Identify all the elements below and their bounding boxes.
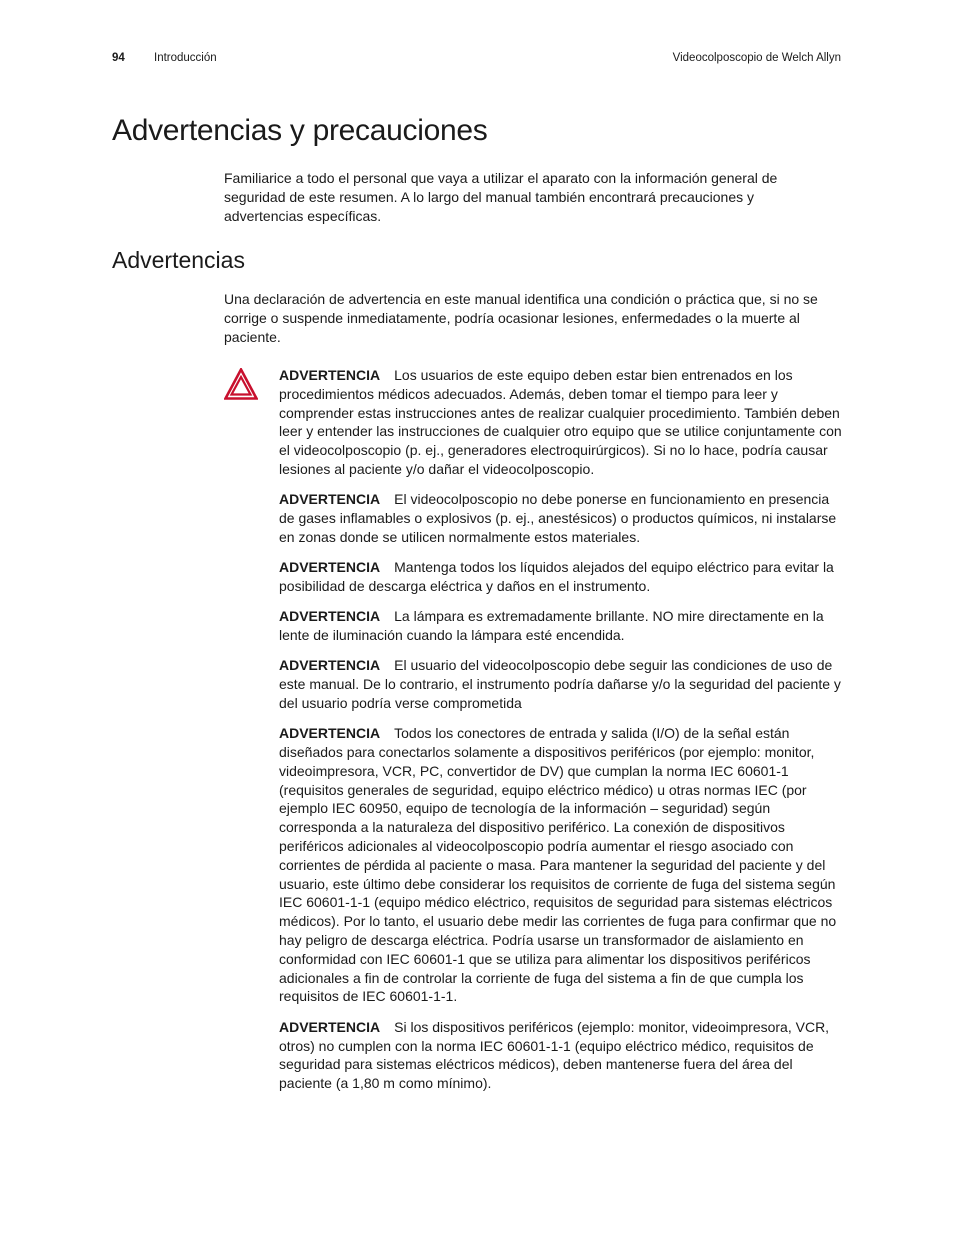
warning-text: Los usuarios de este equipo deben estar bien entrenados en los procedimientos médicos adecuados. Además, deben tomar el tiempo para leer y comprender estas instrucciones antes de realizar cualquier procedimiento. También deben leer y entender las instrucciones de cualquier otro equipo que se utilice conjuntamente con el videocolposcopio (p. ej., generadores electroquirúrgicos). Si no lo hace, podría causar lesiones al paciente y/o dañar el videocolposcopio. bbox=[279, 367, 842, 477]
warning-label: ADVERTENCIA bbox=[279, 367, 381, 383]
warning-item bbox=[279, 490, 843, 546]
warning-item bbox=[279, 656, 843, 712]
warning-item bbox=[279, 366, 843, 479]
running-header bbox=[112, 52, 841, 70]
warning-item bbox=[279, 558, 843, 596]
warning-label: ADVERTENCIA bbox=[279, 608, 381, 625]
warning-item bbox=[279, 724, 843, 1006]
warning-label: ADVERTENCIA bbox=[279, 1018, 381, 1035]
intro-paragraph: Familiarice a todo el personal que vaya a utilizar el aparato con la información general de seguridad de este resumen. A lo largo del manual también encontrará precauciones y advertencias específicas. bbox=[224, 170, 778, 224]
warning-item bbox=[279, 1018, 843, 1093]
book-title: Videocolposcopio de Welch Allyn bbox=[672, 52, 841, 64]
warning-label: ADVERTENCIA bbox=[279, 657, 381, 674]
page-number: 94 bbox=[112, 52, 125, 64]
warnings-list bbox=[279, 366, 843, 1104]
section-heading-advertencias: Advertencias bbox=[112, 247, 245, 273]
warning-text: El usuario del videocolposcopio debe seguir las condiciones de uso de este manual. De lo contrario, el instrumento podría dañarse y/o la seguridad del paciente y del usuario podría verse comprometida bbox=[279, 657, 841, 711]
warning-text: Todos los conectores de entrada y salida (I/O) de la señal están diseñados para conectarlos solamente a dispositivos periféricos (por ejemplo: monitor, videoimpresora, VCR, PC, convertidor de DV) que cumplan la norma IEC 60601-1 (requisitos generales de seguridad, equipo eléctrico médico) u otras normas IEC (por ejemplo IEC 60950, equipo de tecnología de la información – seguridad) según corresponda a la naturaleza del dispositivo periférico. La conexión de dispositivos periféricos adicionales al videocolposcopio podría aumentar el riesgo asociado con corrientes de pérdida al paciente o masa. Para mantener la seguridad del paciente y del usuario, este último debe considerar los requisitos de corriente de fuga del sistema según IEC 60601-1-1 (equipo médico eléctrico, requisitos de seguridad para sistemas eléctricos médicos). Por lo tanto, el usuario debe medir las corrientes de fuga para confirmar que no hay peligro de descarga eléctrica. Podría usarse un transformador de aislamiento en conformidad con IEC 60601-1 que se utiliza para alimentar los dispositivos periféricos adicionales a fin de controlar la corriente de fuga del sistema a fin de que cumpla los requisitos de IEC 60601-1-1. bbox=[279, 725, 837, 1005]
warning-triangle-icon bbox=[224, 368, 258, 400]
warning-label: ADVERTENCIA bbox=[279, 491, 381, 508]
warning-text: La lámpara es extremadamente brillante. NO mire directamente en la lente de iluminación cuando la lámpara esté encendida. bbox=[279, 608, 824, 644]
warning-text: El videocolposcopio no debe ponerse en funcionamiento en presencia de gases inflamables o explosivos (p. ej., anestésicos) o productos químicos, ni instalarse en zonas donde se utilicen normalmente estos materiales. bbox=[279, 491, 837, 545]
advertencias-intro-paragraph: Una declaración de advertencia en este manual identifica una condición o práctica que, si no se corrige o suspende inmediatamente, podría ocasionar lesiones, enfermedades o la muerte al paciente. bbox=[224, 291, 818, 345]
warning-label: ADVERTENCIA bbox=[279, 559, 381, 576]
warning-item bbox=[279, 607, 843, 645]
section-name: Introducción bbox=[154, 52, 217, 64]
warning-label: ADVERTENCIA bbox=[279, 725, 381, 742]
warning-text: Mantenga todos los líquidos alejados del equipo eléctrico para evitar la posibilidad de descarga eléctrica y daños en el instrumento. bbox=[279, 559, 834, 594]
warning-text: Si los dispositivos periféricos (ejemplo: monitor, videoimpresora, VCR, otros) no cumplen con la norma IEC 60601-1-1 (equipo eléctrico médico, requisitos de seguridad para sistemas eléctricos médicos), deben mantenerse fuera del área del paciente (a 1,80 m como mínimo). bbox=[279, 1018, 830, 1092]
page-title: Advertencias y precauciones bbox=[112, 114, 488, 147]
